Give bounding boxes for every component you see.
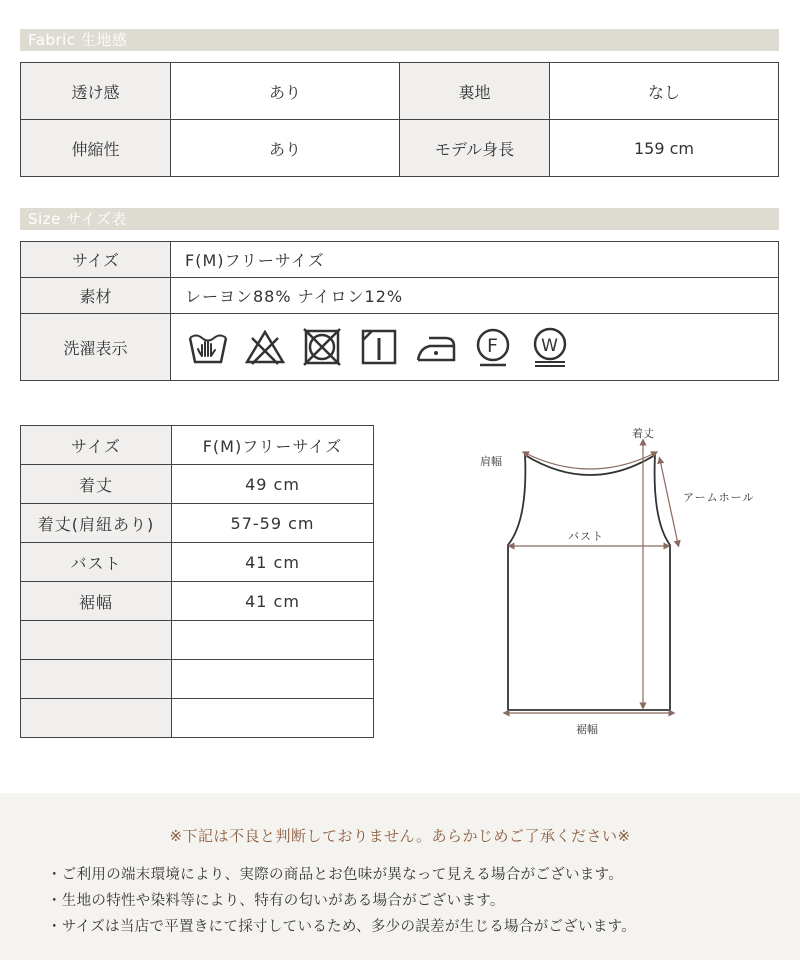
dry-clean-f-icon	[472, 326, 514, 368]
spec-label-material: 素材	[21, 278, 171, 314]
spec-label-care: 洗濯表示	[21, 314, 171, 381]
svg-text:W: W	[541, 336, 559, 356]
wet-clean-w-icon	[529, 326, 571, 368]
table-row	[21, 465, 374, 504]
hand-wash-icon	[187, 326, 229, 368]
table-row	[21, 120, 779, 177]
table-row	[21, 699, 374, 738]
garment-diagram	[470, 420, 780, 750]
svg-text:F: F	[487, 335, 499, 357]
meas-value: 57-59 cm	[172, 504, 374, 543]
table-row	[21, 278, 779, 314]
fabric-table	[20, 62, 779, 177]
note-line: ・サイズは当店で平置きにて採寸しているため、多少の誤差が生じる場合がございます。	[47, 919, 637, 935]
notes-title: ※下記は不良と判断しておりません。あらかじめご了承ください※	[169, 827, 631, 845]
fabric-value-model-height: 159 cm	[550, 120, 779, 177]
garment-outline	[508, 455, 670, 710]
diagram-label-shoulder: 肩幅	[480, 455, 502, 468]
size-spec-table	[20, 241, 779, 381]
meas-label: バスト	[21, 543, 172, 582]
size-section-header: Size サイズ表	[20, 208, 779, 230]
fabric-label-stretch: 伸縮性	[21, 120, 171, 177]
diagram-label-hem: 裾幅	[576, 723, 598, 736]
table-row	[21, 504, 374, 543]
meas-value	[172, 699, 374, 738]
fabric-value-lining: なし	[550, 63, 779, 120]
meas-value: 41 cm	[172, 582, 374, 621]
fabric-label-model-height: モデル身長	[400, 120, 550, 177]
care-icons	[185, 326, 778, 368]
low-iron-icon	[415, 326, 457, 368]
meas-header-label: サイズ	[21, 426, 172, 465]
meas-label: 着丈(肩紐あり)	[21, 504, 172, 543]
no-tumble-dry-icon	[301, 326, 343, 368]
note-line: ・ご利用の端末環境により、実際の商品とお色味が異なって見える場合がございます。	[47, 867, 624, 883]
table-row	[21, 621, 374, 660]
notes-panel	[0, 793, 800, 960]
fabric-value-stretch: あり	[171, 120, 400, 177]
spec-value-size: F(M)フリーサイズ	[171, 242, 779, 278]
fabric-label-lining: 裏地	[400, 63, 550, 120]
meas-label	[21, 621, 172, 660]
fabric-value-transparency: あり	[171, 63, 400, 120]
shoulder-arrow	[525, 453, 655, 469]
meas-label: 裾幅	[21, 582, 172, 621]
line-dry-icon	[358, 326, 400, 368]
care-icons-cell	[171, 314, 779, 381]
meas-label	[21, 660, 172, 699]
spec-label-size: サイズ	[21, 242, 171, 278]
meas-value	[172, 621, 374, 660]
table-row	[21, 242, 779, 278]
table-row	[21, 543, 374, 582]
meas-header-value: F(M)フリーサイズ	[172, 426, 374, 465]
table-header-row	[21, 426, 374, 465]
fabric-section-header: Fabric 生地感	[20, 29, 779, 51]
meas-value: 41 cm	[172, 543, 374, 582]
meas-label	[21, 699, 172, 738]
meas-label: 着丈	[21, 465, 172, 504]
table-row	[21, 63, 779, 120]
meas-value: 49 cm	[172, 465, 374, 504]
measurement-table	[20, 425, 374, 738]
diagram-label-length: 着丈	[632, 427, 654, 440]
note-line: ・生地の特性や染料等により、特有の匂いがある場合がございます。	[47, 893, 505, 909]
no-bleach-icon	[244, 326, 286, 368]
meas-value	[172, 660, 374, 699]
diagram-label-bust: バスト	[568, 530, 604, 543]
spec-value-material: レーヨン88% ナイロン12%	[171, 278, 779, 314]
diagram-label-armhole: アームホール	[683, 491, 755, 504]
table-row	[21, 660, 374, 699]
table-row	[21, 314, 779, 381]
table-row	[21, 582, 374, 621]
fabric-label-transparency: 透け感	[21, 63, 171, 120]
